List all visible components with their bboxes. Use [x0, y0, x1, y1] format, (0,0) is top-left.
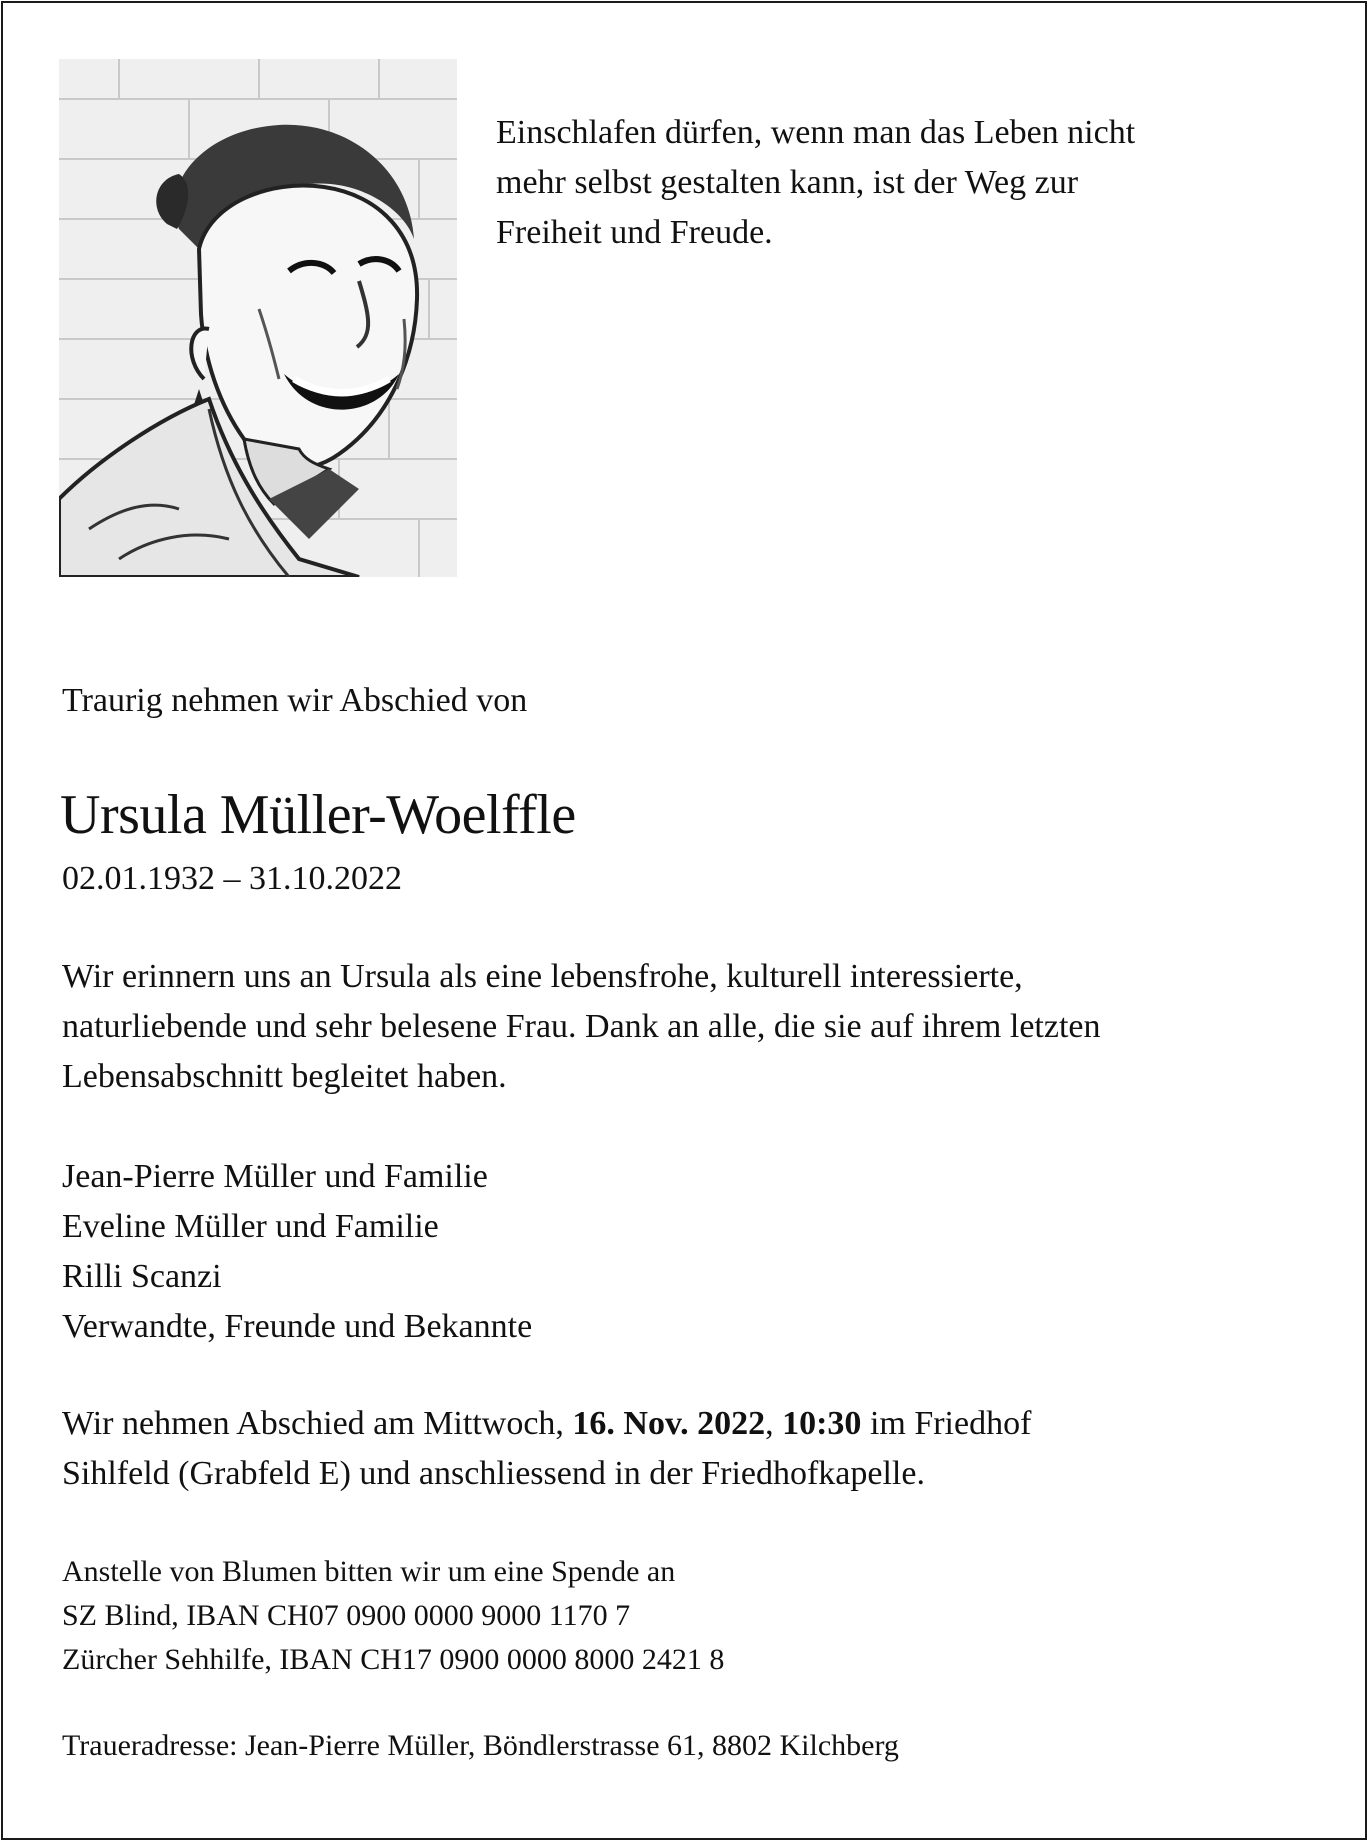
mourner: Jean-Pierre Müller und Familie [62, 1158, 488, 1195]
ceremony-time: 10:30 [782, 1405, 862, 1442]
mourner: Rilli Scanzi [62, 1258, 222, 1295]
quote-line: Einschlafen dürfen, wenn man das Leben nicht [496, 114, 1136, 151]
memory-line: Lebensabschnitt begleitet haben. [62, 1058, 507, 1095]
ceremony-suffix: im Friedhof [861, 1405, 1032, 1442]
intro-text: Traurig nehmen wir Abschied von [62, 682, 528, 719]
donation-info [62, 1550, 724, 1682]
memory-line: Wir erinnern uns an Ursula als eine lebensfrohe, kulturell interessierte, [62, 958, 1023, 995]
ceremony-prefix: Wir nehmen Abschied am Mittwoch, [62, 1405, 573, 1442]
quote [496, 108, 1296, 258]
ceremony-line-2: Sihlfeld (Grabfeld E) und anschliessend in der Friedhofkapelle. [62, 1455, 925, 1492]
life-dates: 02.01.1932 – 31.10.2022 [62, 860, 402, 897]
donation-line: Anstelle von Blumen bitten wir um eine Spende an [62, 1555, 676, 1588]
mourners-list [62, 1152, 532, 1352]
quote-line: mehr selbst gestalten kann, ist der Weg zur [496, 164, 1079, 201]
donation-line: SZ Blind, IBAN CH07 0900 0000 9000 1170 7 [62, 1599, 631, 1632]
mourner: Eveline Müller und Familie [62, 1208, 439, 1245]
quote-line: Freiheit und Freude. [496, 214, 773, 251]
ceremony-separator: , [765, 1405, 783, 1442]
ceremony-info [62, 1399, 1031, 1499]
mourning-address: Traueradresse: Jean-Pierre Müller, Böndlerstrasse 61, 8802 Kilchberg [62, 1729, 899, 1762]
memory-line: naturliebende und sehr belesene Frau. Dank an alle, die sie auf ihrem letzten [62, 1008, 1101, 1045]
portrait-sketch-icon [59, 59, 457, 577]
donation-line: Zürcher Sehhilfe, IBAN CH17 0900 0000 8000 2421 8 [62, 1643, 725, 1676]
ceremony-line-1 [62, 1399, 1031, 1449]
ceremony-date: 16. Nov. 2022 [572, 1405, 766, 1442]
mourner: Verwandte, Freunde und Bekannte [62, 1308, 533, 1345]
memory-paragraph [62, 952, 1100, 1102]
deceased-name: Ursula Müller-Woelffle [60, 784, 576, 846]
portrait-photo [59, 59, 457, 577]
